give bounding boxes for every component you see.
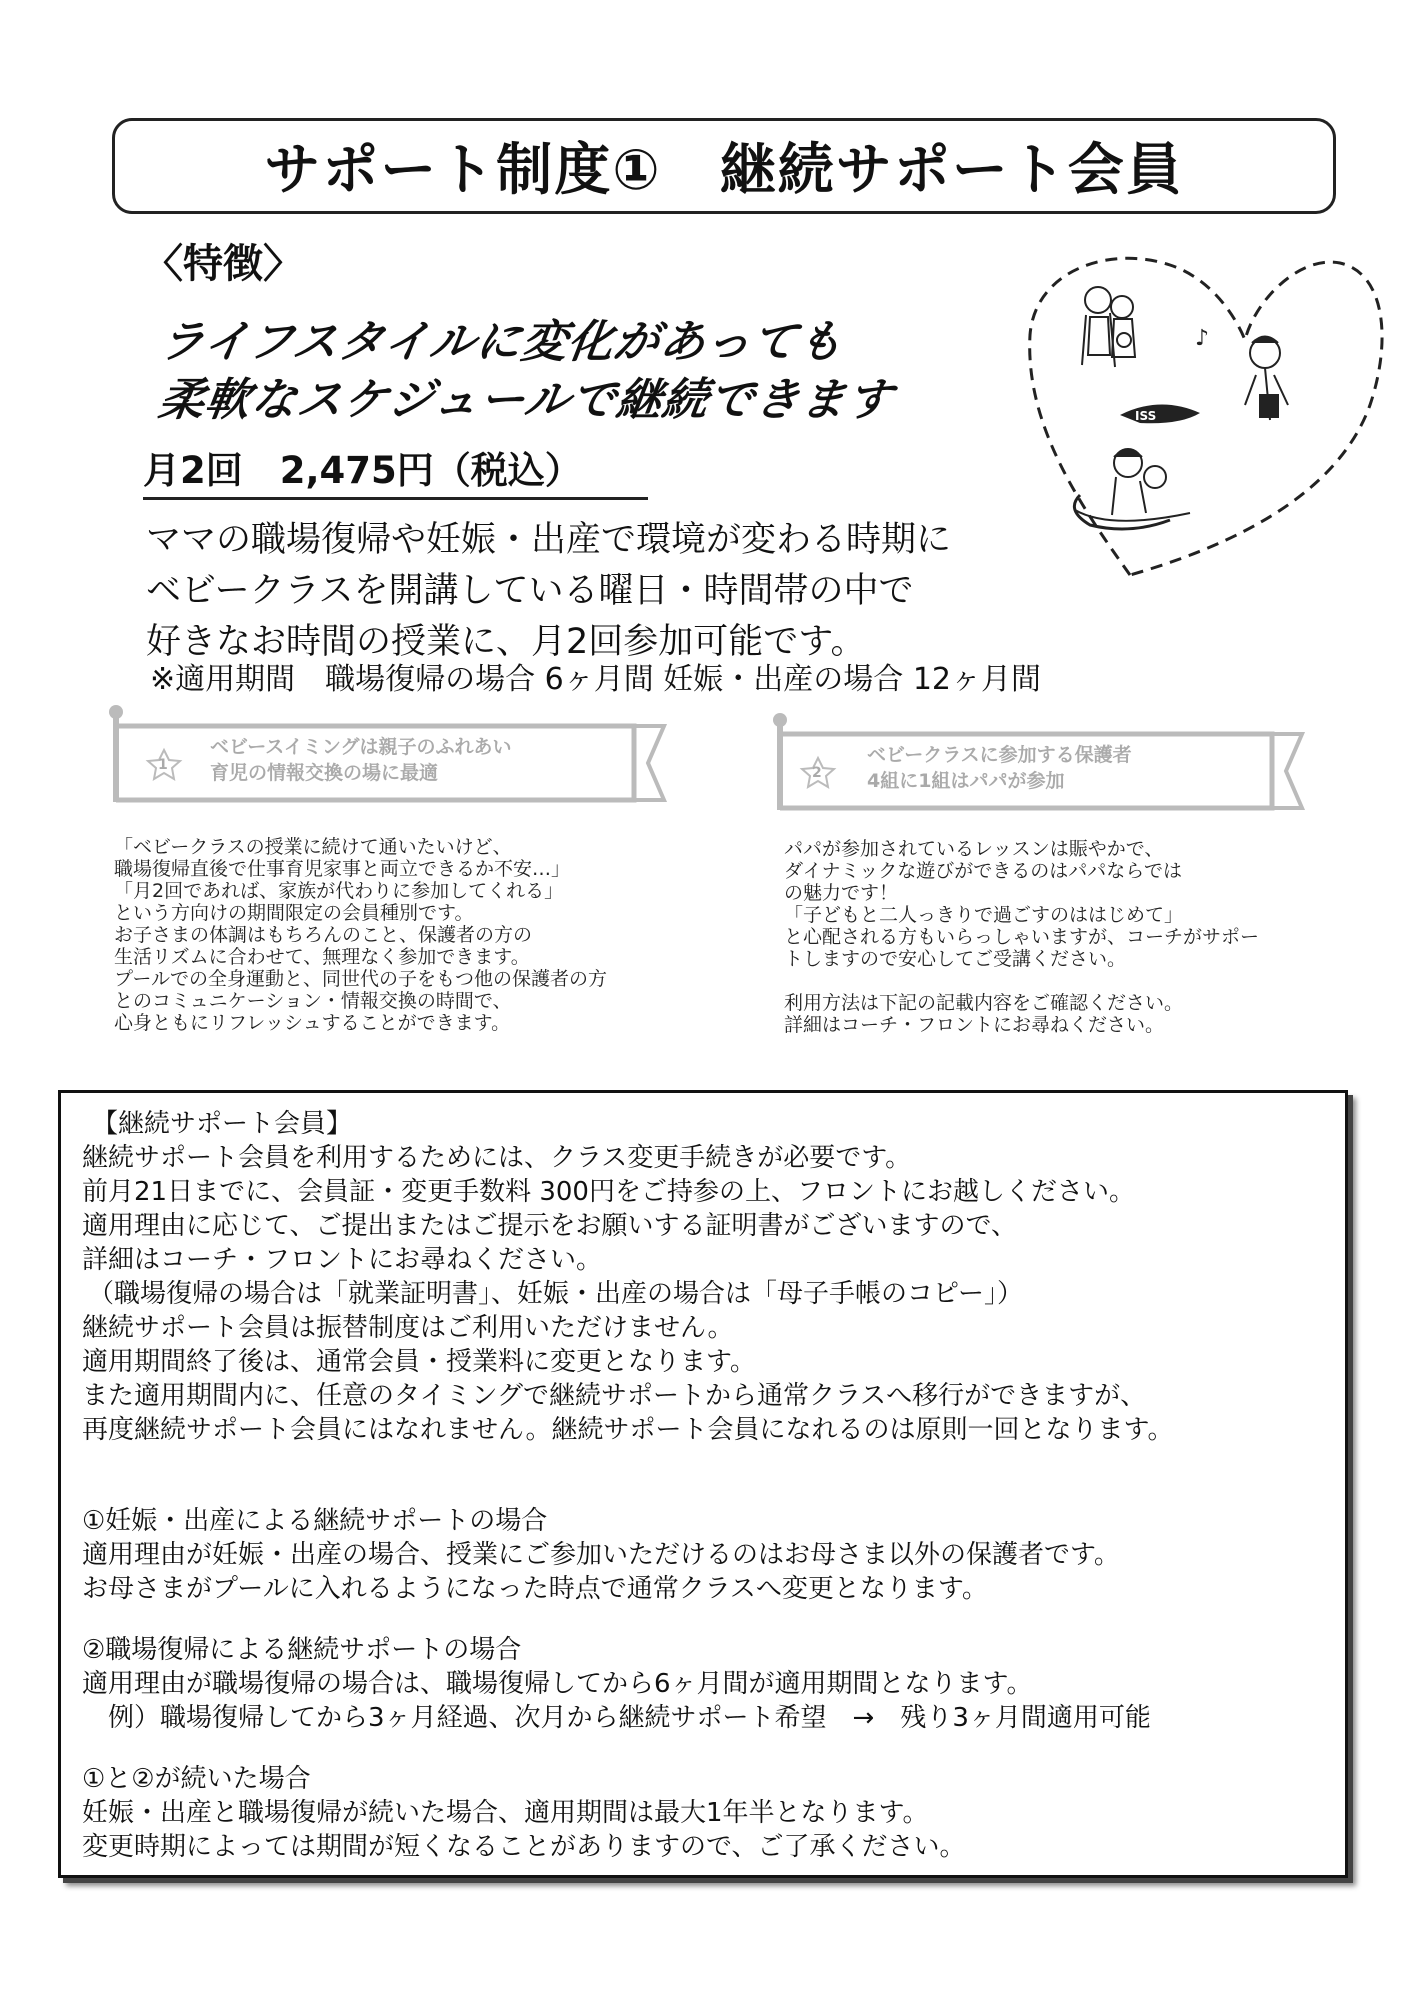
section2-heading: ②職場復帰による継続サポートの場合 (82, 1635, 522, 1665)
section2-line: 例）職場復帰してから3ヶ月経過、次月から継続サポート希望 → 残り3ヶ月間適用可能 (82, 1703, 1151, 1733)
intro-line-2: ベビークラスを開講している曜日・時間帯の中で (146, 571, 914, 611)
heart-illustration (1020, 245, 1390, 585)
section3-line: 変更時期によっては期間が短くなることがありますので、ご了承ください。 (82, 1832, 966, 1862)
box-paragraph-line: 継続サポート会員を利用するためには、クラス変更手続きが必要です。 (82, 1143, 912, 1173)
page-title: サポート制度① 継続サポート会員 (264, 138, 1184, 203)
right-col-line: の魅力です！ (784, 882, 899, 904)
banner-left-line-2: 育児の情報交換の場に最適 (210, 762, 439, 784)
box-paragraph-line: 継続サポート会員は振替制度はご利用いただけません。 (82, 1313, 734, 1343)
feature-heading: 〈特徴〉 (143, 241, 303, 287)
right-column-text (784, 838, 1259, 1036)
left-col-line: プールでの全身運動と、同世代の子をもつ他の保護者の方 (114, 968, 608, 990)
right-col-line: トしますので安心してご受講ください。 (784, 948, 1127, 970)
banner-left-line-1: ベビースイミングは親子のふれあい (210, 736, 512, 758)
parents-icon (1082, 287, 1135, 367)
intro-line-3: 好きなお時間の授業に、月2回参加可能です。 (146, 622, 866, 662)
heart-logo-text: ISS (1135, 409, 1157, 423)
section2-line: 適用理由が職場復帰の場合は、職場復帰してから6ヶ月間が適用期間となります。 (82, 1669, 1033, 1699)
section1-line: 適用理由が妊娠・出産の場合、授業にご参加いただけるのはお母さま以外の保護者です。 (82, 1540, 1120, 1570)
banner-right-line-2: 4組に1組はパパが参加 (867, 770, 1065, 792)
intro-line-1: ママの職場復帰や妊娠・出産で環境が変わる時期に (146, 520, 952, 560)
title-box (112, 118, 1336, 214)
section3-heading: ①と②が続いた場合 (82, 1764, 311, 1794)
right-col-line: 「子どもと二人っきりで過ごすのははじめて」 (784, 904, 1184, 926)
box-paragraph-line: また適用期間内に、任意のタイミングで継続サポートから通常クラスへ移行ができますが、 (82, 1381, 1147, 1411)
left-col-line: 職場復帰直後で仕事育児家事と両立できるか不安…」 (114, 858, 571, 880)
right-col-line: 詳細はコーチ・フロントにお尋ねください。 (784, 1014, 1165, 1036)
membership-info-box (58, 1090, 1348, 1878)
heart-outline-icon (1020, 245, 1390, 585)
left-col-line: とのコミュニケーション・情報交換の時間で、 (114, 990, 512, 1012)
box-paragraph-line: 再度継続サポート会員にはなれません。継続サポート会員になれるのは原則一回となります。 (82, 1415, 1174, 1445)
left-col-line: 生活リズムに合わせて、無理なく参加できます。 (114, 946, 530, 968)
music-note-icon: ♪ (1195, 326, 1210, 351)
price-line: 月2回 2,475円（税込） (143, 447, 648, 500)
banner-left-number: 1 (158, 757, 168, 773)
box-paragraph-line: 適用期間終了後は、通常会員・授業料に変更となります。 (82, 1347, 756, 1377)
right-col-line: ダイナミックな遊びができるのはパパならでは (784, 860, 1183, 882)
banner-right-line-1: ベビークラスに参加する保護者 (867, 744, 1132, 766)
left-col-line: 「ベビークラスの授業に続けて通いたいけど、 (114, 836, 512, 858)
box-paragraph-line: 前月21日までに、会員証・変更手数料 300円をご持参の上、フロントにお越しください。 (82, 1177, 1135, 1207)
period-note: ※適用期間 職場復帰の場合 6ヶ月間 妊娠・出産の場合 12ヶ月間 (150, 662, 1042, 697)
right-col-line: と心配される方もいらっしゃいますが、コーチがサポー (784, 926, 1260, 948)
banner-left (108, 704, 668, 804)
wave-logo-icon (1120, 404, 1200, 423)
right-col-line: 利用方法は下記の記載内容をご確認ください。 (784, 992, 1184, 1014)
box-paragraph-line: 適用理由に応じて、ご提出またはご提示をお願いする証明書がございますので、 (82, 1211, 1017, 1241)
box-paragraph-line: 詳細はコーチ・フロントにお尋ねください。 (82, 1245, 603, 1275)
section1-heading: ①妊娠・出産による継続サポートの場合 (82, 1506, 548, 1536)
right-col-line (784, 970, 1259, 992)
right-col-line: パパが参加されているレッスンは賑やかで、 (784, 838, 1164, 860)
left-col-line: 「月2回であれば、家族が代わりに参加してくれる」 (114, 880, 564, 902)
section1-line: お母さまがプールに入れるようになった時点で通常クラスへ変更となります。 (82, 1574, 988, 1604)
swimmer-icon (1245, 337, 1288, 421)
left-col-line: お子さまの体調はもちろんのこと、保護者の方の (114, 924, 533, 946)
banner-right-number: 2 (812, 765, 822, 781)
left-col-line: という方向けの期間限定の会員種別です。 (114, 902, 474, 924)
left-column-text (114, 836, 607, 1034)
section3-line: 妊娠・出産と職場復帰が続いた場合、適用期間は最大1年半となります。 (82, 1798, 929, 1828)
parent-baby-icon (1074, 449, 1190, 529)
slogan-line-2: 柔軟なスケジュールで継続できます (155, 373, 897, 426)
banner-right (772, 712, 1332, 812)
left-col-line: 心身ともにリフレッシュすることができます。 (114, 1012, 511, 1034)
banner-left-text (210, 734, 512, 786)
box-paragraph-line: （職場復帰の場合は「就業証明書」、妊娠・出産の場合は「母子手帳のコピー」） (88, 1279, 1023, 1309)
slogan-line-1: ライフスタイルに変化があっても (155, 315, 848, 368)
banner-right-text (867, 742, 1132, 794)
box-heading: 【継続サポート会員】 (92, 1109, 353, 1139)
